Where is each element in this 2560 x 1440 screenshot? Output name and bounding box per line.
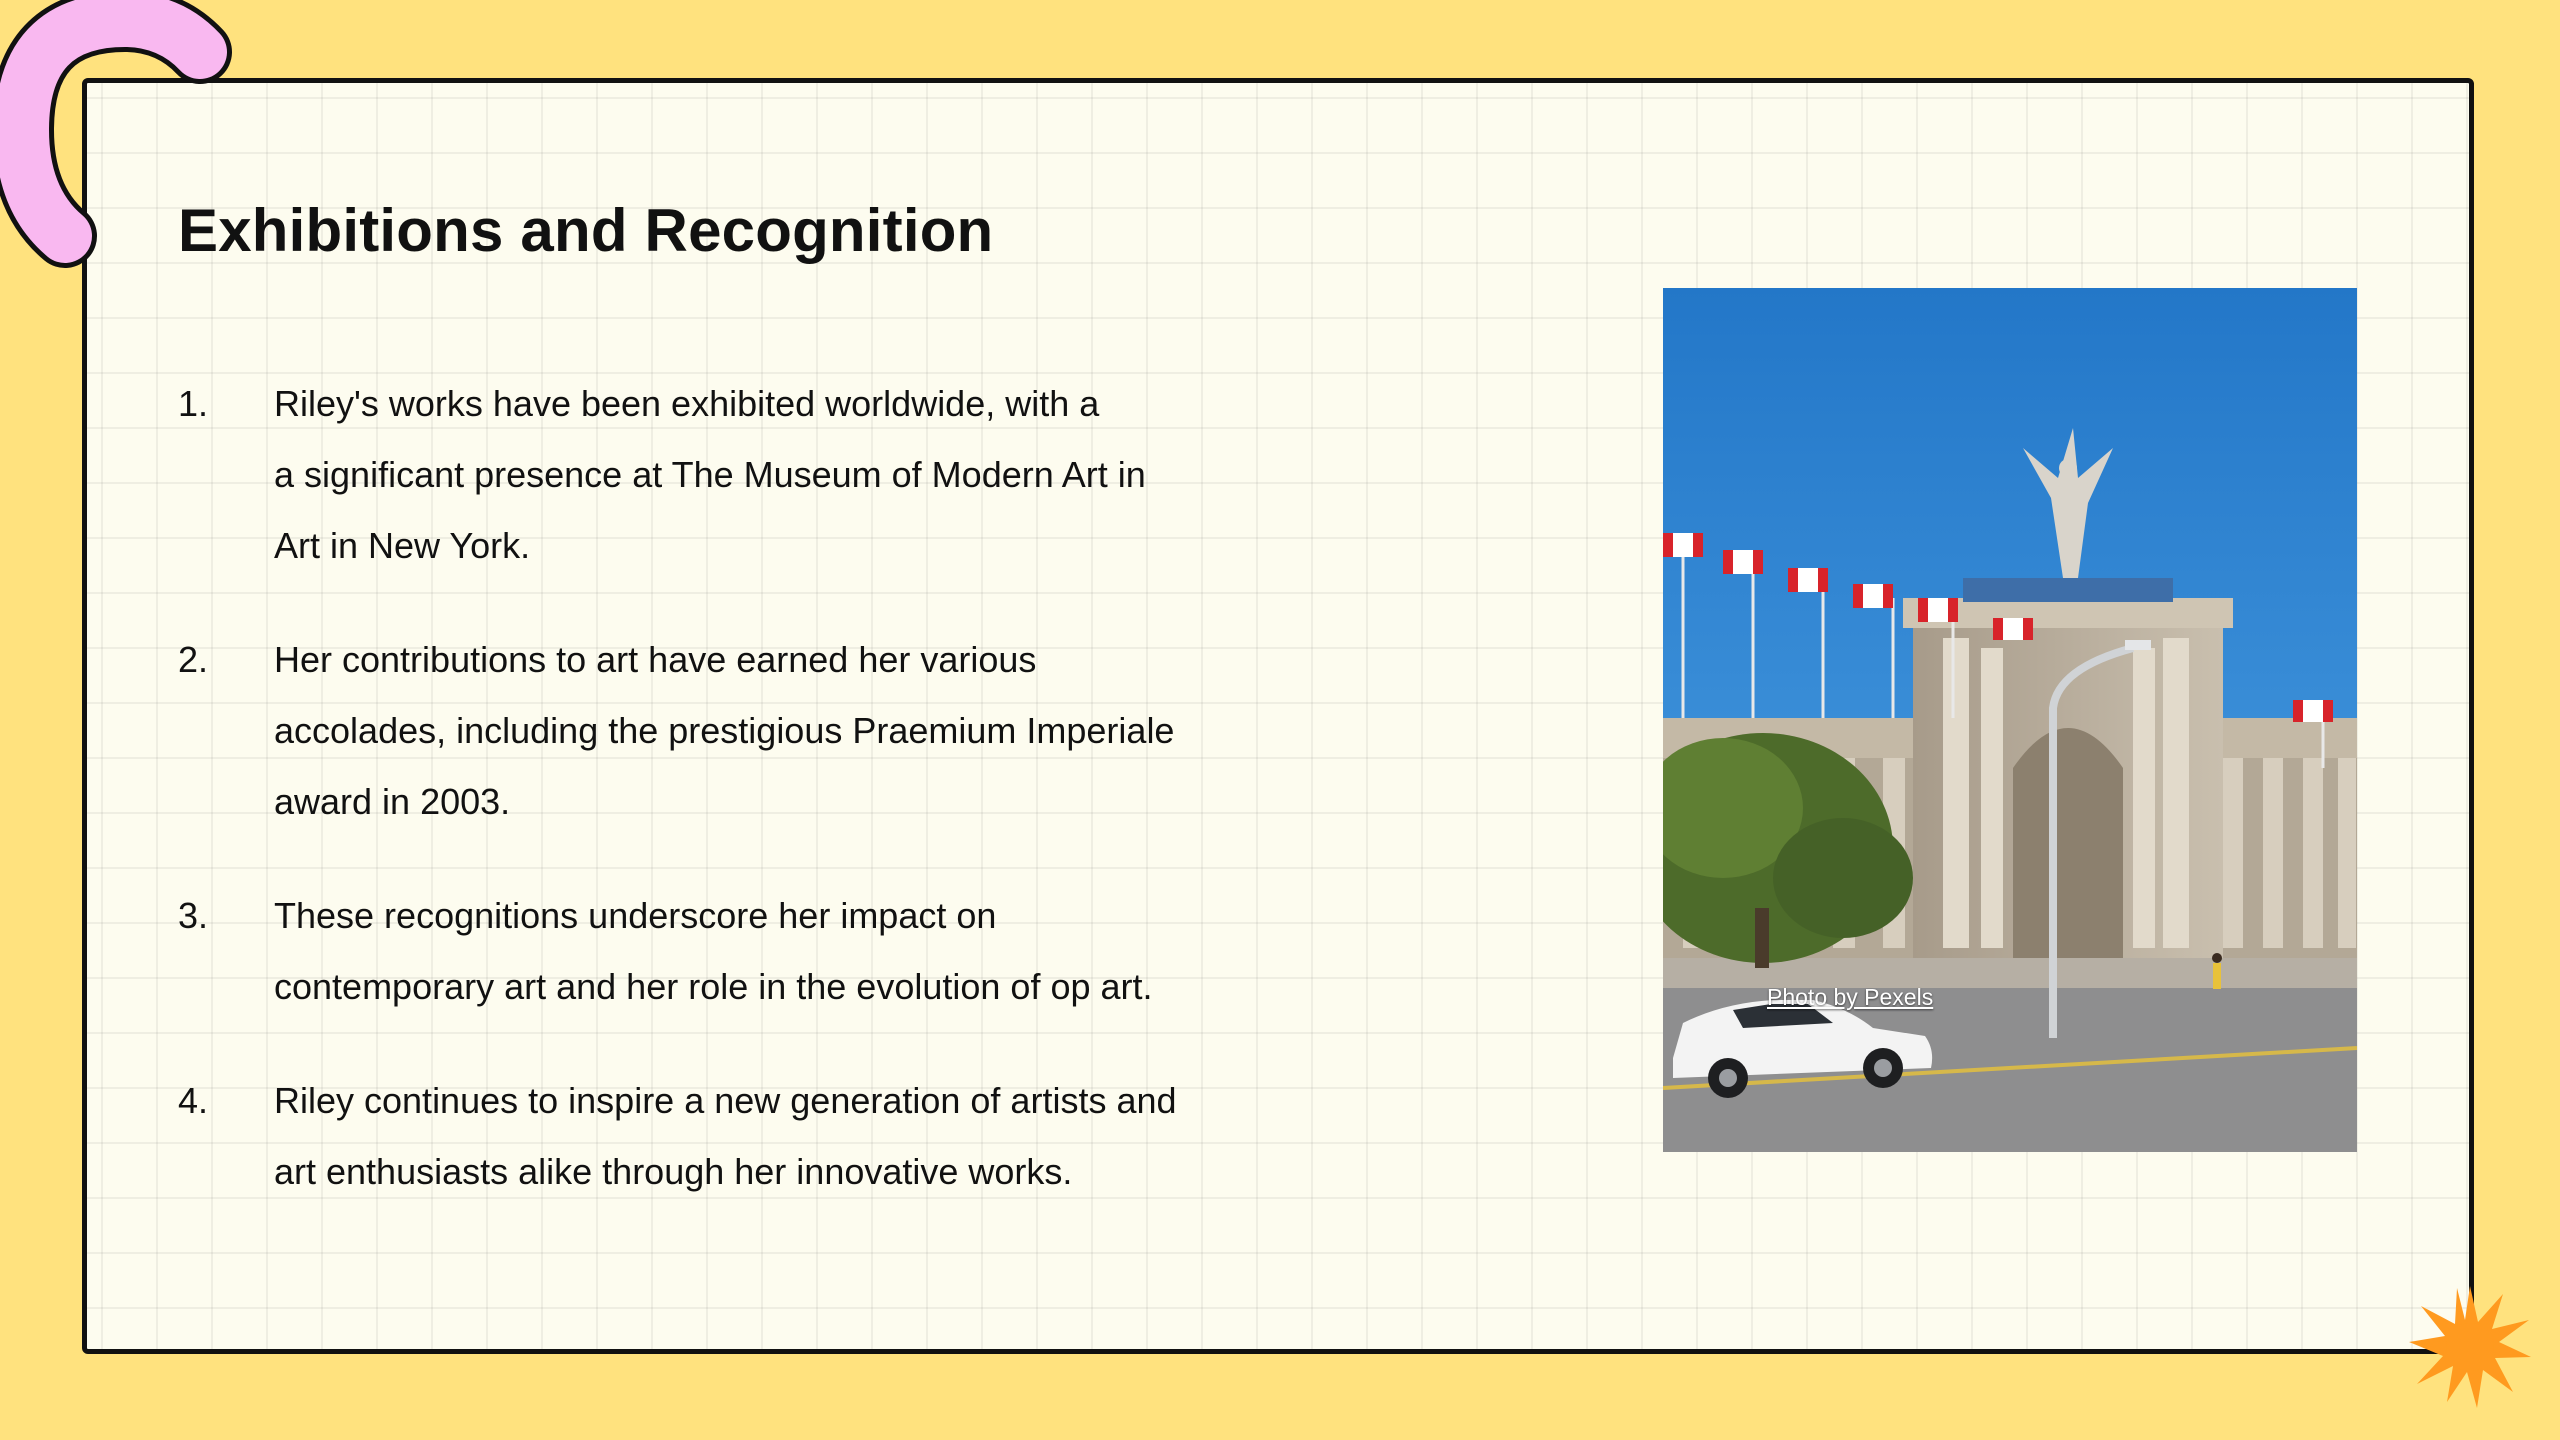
list-item-number: 4. xyxy=(178,1080,209,1121)
list-item-text xyxy=(274,624,1298,837)
list-item-number: 2. xyxy=(178,639,209,680)
list-item-line: a significant presence at The Museum of Modern Art in xyxy=(274,454,1146,495)
list-item-text xyxy=(274,368,1298,581)
list-item-line: Her contributions to art have earned her various xyxy=(274,639,1037,680)
list-item-line: Riley's works have been exhibited worldwide, with a xyxy=(274,383,1100,424)
bullet-list xyxy=(178,368,1298,1250)
list-item xyxy=(178,1065,1298,1207)
list-item-line: Art in New York. xyxy=(274,525,531,566)
list-item xyxy=(178,880,1298,1022)
list-item-line: Riley continues to inspire a new generation of artists and xyxy=(274,1080,1177,1121)
list-item xyxy=(178,624,1298,837)
orange-starburst-icon xyxy=(2405,1282,2535,1412)
list-item-number: 1. xyxy=(178,383,209,424)
monument-photo-illustration xyxy=(1663,288,2357,1152)
pink-arc-icon xyxy=(0,0,250,270)
slide-title: Exhibitions and Recognition xyxy=(178,197,994,264)
list-item xyxy=(178,368,1298,581)
list-item-line: art enthusiasts alike through her innovative works. xyxy=(274,1151,1073,1192)
photo-credit-link[interactable]: Photo by Pexels xyxy=(1767,984,1934,1010)
list-item-line: contemporary art and her role in the evolution of op art. xyxy=(274,966,1153,1007)
list-item-number: 3. xyxy=(178,895,209,936)
list-item-line: accolades, including the prestigious Praemium Imperiale xyxy=(274,710,1175,751)
monument-photo xyxy=(1663,288,2357,1152)
list-item-line: award in 2003. xyxy=(274,781,511,822)
list-item-line: These recognitions underscore her impact on xyxy=(274,895,997,936)
list-item-text xyxy=(274,880,1298,1022)
list-item-text xyxy=(274,1065,1298,1207)
